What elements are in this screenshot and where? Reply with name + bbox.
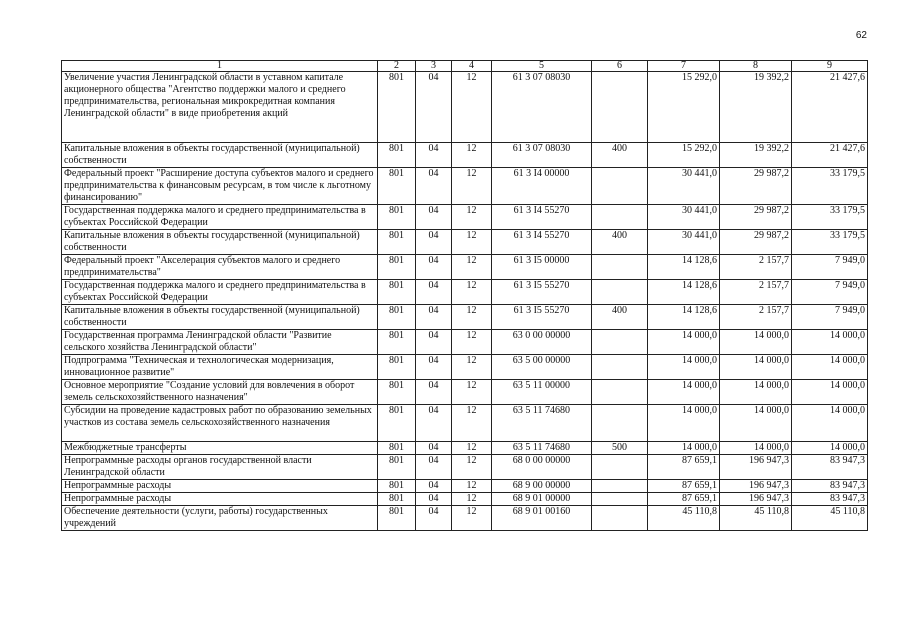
row-name: Федеральный проект "Акселерация субъектов малого и среднего предпринимательства"	[62, 255, 378, 280]
row-col5: 68 9 00 00000	[492, 480, 592, 493]
row-name: Федеральный проект "Расширение доступа субъектов малого и среднего предпринимательства к финансовым ресурсам, в том числе к льготному финансированию"	[62, 168, 378, 205]
row-col6	[592, 380, 648, 405]
row-col2: 801	[378, 506, 416, 531]
row-col5: 63 0 00 00000	[492, 330, 592, 355]
row-col8: 29 987,2	[720, 230, 792, 255]
column-header: 6	[592, 61, 648, 72]
row-col3: 04	[416, 330, 452, 355]
row-col5: 68 0 00 00000	[492, 455, 592, 480]
row-col7: 14 128,6	[648, 255, 720, 280]
row-col3: 04	[416, 405, 452, 442]
row-col4: 12	[452, 380, 492, 405]
column-header: 7	[648, 61, 720, 72]
row-col2: 801	[378, 280, 416, 305]
row-col9: 7 949,0	[792, 255, 868, 280]
row-col3: 04	[416, 143, 452, 168]
row-col3: 04	[416, 168, 452, 205]
row-col7: 14 000,0	[648, 442, 720, 455]
header-row	[62, 61, 868, 72]
row-col4: 12	[452, 280, 492, 305]
row-col4: 12	[452, 255, 492, 280]
row-col6	[592, 72, 648, 143]
row-col3: 04	[416, 442, 452, 455]
row-col6	[592, 280, 648, 305]
table-row	[62, 255, 868, 280]
column-header: 1	[62, 61, 378, 72]
row-col7: 87 659,1	[648, 493, 720, 506]
row-col8: 196 947,3	[720, 480, 792, 493]
row-col8: 196 947,3	[720, 493, 792, 506]
row-col8: 196 947,3	[720, 455, 792, 480]
row-col7: 14 000,0	[648, 355, 720, 380]
row-name: Государственная программа Ленинградской области "Развитие сельского хозяйства Ленинградской области"	[62, 330, 378, 355]
row-col7: 30 441,0	[648, 205, 720, 230]
row-col8: 19 392,2	[720, 72, 792, 143]
row-col5: 61 3 I5 55270	[492, 280, 592, 305]
row-col6	[592, 205, 648, 230]
row-col7: 30 441,0	[648, 230, 720, 255]
row-col5: 61 3 07 08030	[492, 72, 592, 143]
row-col6: 400	[592, 230, 648, 255]
row-col3: 04	[416, 355, 452, 380]
row-col3: 04	[416, 480, 452, 493]
row-col6	[592, 355, 648, 380]
row-col3: 04	[416, 255, 452, 280]
row-col2: 801	[378, 480, 416, 493]
row-col5: 63 5 11 74680	[492, 442, 592, 455]
row-col2: 801	[378, 355, 416, 380]
row-col6	[592, 493, 648, 506]
row-col3: 04	[416, 305, 452, 330]
table-row	[62, 442, 868, 455]
table-row	[62, 280, 868, 305]
row-col2: 801	[378, 230, 416, 255]
column-header: 9	[792, 61, 868, 72]
row-col8: 14 000,0	[720, 442, 792, 455]
column-header: 3	[416, 61, 452, 72]
row-col4: 12	[452, 205, 492, 230]
row-col7: 45 110,8	[648, 506, 720, 531]
row-name: Непрограммные расходы	[62, 480, 378, 493]
table-row	[62, 205, 868, 230]
row-name: Капитальные вложения в объекты государственной (муниципальной) собственности	[62, 305, 378, 330]
row-col5: 63 5 11 00000	[492, 380, 592, 405]
row-col3: 04	[416, 493, 452, 506]
row-col4: 12	[452, 480, 492, 493]
row-col9: 7 949,0	[792, 305, 868, 330]
table-row	[62, 405, 868, 442]
row-col2: 801	[378, 442, 416, 455]
column-header: 5	[492, 61, 592, 72]
row-col4: 12	[452, 230, 492, 255]
column-header: 8	[720, 61, 792, 72]
row-col2: 801	[378, 72, 416, 143]
table-row	[62, 455, 868, 480]
row-col2: 801	[378, 380, 416, 405]
row-col5: 61 3 I4 55270	[492, 205, 592, 230]
row-col7: 15 292,0	[648, 143, 720, 168]
row-name: Государственная поддержка малого и среднего предпринимательства в субъектах Российской Федерации	[62, 280, 378, 305]
table-row	[62, 305, 868, 330]
table-row	[62, 480, 868, 493]
table-row	[62, 506, 868, 531]
row-col5: 61 3 07 08030	[492, 143, 592, 168]
row-col4: 12	[452, 405, 492, 442]
table-row	[62, 168, 868, 205]
row-col4: 12	[452, 506, 492, 531]
row-col7: 87 659,1	[648, 480, 720, 493]
row-col6	[592, 405, 648, 442]
row-col8: 14 000,0	[720, 355, 792, 380]
row-col7: 87 659,1	[648, 455, 720, 480]
row-col6	[592, 255, 648, 280]
row-col7: 14 128,6	[648, 305, 720, 330]
row-col6	[592, 455, 648, 480]
row-col8: 2 157,7	[720, 305, 792, 330]
row-col2: 801	[378, 455, 416, 480]
row-col5: 61 3 I4 55270	[492, 230, 592, 255]
table-row	[62, 330, 868, 355]
row-col9: 33 179,5	[792, 205, 868, 230]
table-row	[62, 380, 868, 405]
row-col2: 801	[378, 405, 416, 442]
table-row	[62, 143, 868, 168]
row-col9: 45 110,8	[792, 506, 868, 531]
row-col8: 2 157,7	[720, 280, 792, 305]
row-col4: 12	[452, 493, 492, 506]
row-col9: 7 949,0	[792, 280, 868, 305]
row-col8: 14 000,0	[720, 330, 792, 355]
row-col8: 29 987,2	[720, 168, 792, 205]
row-col7: 14 128,6	[648, 280, 720, 305]
row-col3: 04	[416, 506, 452, 531]
row-col9: 83 947,3	[792, 493, 868, 506]
column-header: 4	[452, 61, 492, 72]
column-header: 2	[378, 61, 416, 72]
row-col6: 400	[592, 305, 648, 330]
row-col8: 14 000,0	[720, 380, 792, 405]
row-col8: 45 110,8	[720, 506, 792, 531]
budget-table	[61, 60, 868, 531]
row-col6	[592, 168, 648, 205]
row-name: Непрограммные расходы органов государственной власти Ленинградской области	[62, 455, 378, 480]
row-col6	[592, 330, 648, 355]
row-col3: 04	[416, 380, 452, 405]
row-col4: 12	[452, 355, 492, 380]
row-col9: 14 000,0	[792, 330, 868, 355]
row-col4: 12	[452, 168, 492, 205]
row-col9: 14 000,0	[792, 442, 868, 455]
row-col7: 14 000,0	[648, 380, 720, 405]
row-col6	[592, 480, 648, 493]
row-col7: 15 292,0	[648, 72, 720, 143]
row-col4: 12	[452, 305, 492, 330]
row-name: Обеспечение деятельности (услуги, работы) государственных учреждений	[62, 506, 378, 531]
row-col6: 400	[592, 143, 648, 168]
row-col5: 61 3 I5 00000	[492, 255, 592, 280]
row-col2: 801	[378, 255, 416, 280]
row-name: Капитальные вложения в объекты государственной (муниципальной) собственности	[62, 143, 378, 168]
row-col9: 83 947,3	[792, 455, 868, 480]
table-row	[62, 493, 868, 506]
row-col9: 33 179,5	[792, 230, 868, 255]
row-col9: 83 947,3	[792, 480, 868, 493]
row-col7: 14 000,0	[648, 330, 720, 355]
table-row	[62, 230, 868, 255]
row-col9: 21 427,6	[792, 143, 868, 168]
row-col8: 2 157,7	[720, 255, 792, 280]
row-col6: 500	[592, 442, 648, 455]
row-col3: 04	[416, 455, 452, 480]
row-name: Капитальные вложения в объекты государственной (муниципальной) собственности	[62, 230, 378, 255]
row-col4: 12	[452, 455, 492, 480]
row-col2: 801	[378, 493, 416, 506]
row-col2: 801	[378, 143, 416, 168]
row-col9: 33 179,5	[792, 168, 868, 205]
row-name: Межбюджетные трансферты	[62, 442, 378, 455]
table-row	[62, 72, 868, 143]
row-col4: 12	[452, 442, 492, 455]
row-col5: 61 3 I4 00000	[492, 168, 592, 205]
row-col8: 19 392,2	[720, 143, 792, 168]
row-name: Государственная поддержка малого и среднего предпринимательства в субъектах Российской Федерации	[62, 205, 378, 230]
row-name: Увеличение участия Ленинградской области в уставном капитале акционерного общества "Агентство поддержки малого и среднего предпринимательства, региональная микрокредитная компания Ленинградской области" в виде приобретения акций	[62, 72, 378, 143]
row-col9: 14 000,0	[792, 355, 868, 380]
row-col4: 12	[452, 330, 492, 355]
row-name: Непрограммные расходы	[62, 493, 378, 506]
row-col9: 21 427,6	[792, 72, 868, 143]
row-col2: 801	[378, 330, 416, 355]
row-col2: 801	[378, 205, 416, 230]
row-col7: 14 000,0	[648, 405, 720, 442]
page-number: 62	[855, 30, 867, 41]
row-col5: 61 3 I5 55270	[492, 305, 592, 330]
row-name: Субсидии на проведение кадастровых работ по образованию земельных участков из состава земель сельскохозяйственного назначения	[62, 405, 378, 442]
row-col9: 14 000,0	[792, 405, 868, 442]
row-col4: 12	[452, 143, 492, 168]
row-col3: 04	[416, 205, 452, 230]
table-row	[62, 355, 868, 380]
row-name: Основное мероприятие "Создание условий для вовлечения в оборот земель сельскохозяйственного назначения"	[62, 380, 378, 405]
row-col7: 30 441,0	[648, 168, 720, 205]
row-col5: 63 5 00 00000	[492, 355, 592, 380]
row-col5: 68 9 01 00000	[492, 493, 592, 506]
row-col3: 04	[416, 230, 452, 255]
row-col2: 801	[378, 305, 416, 330]
row-col8: 14 000,0	[720, 405, 792, 442]
row-col5: 68 9 01 00160	[492, 506, 592, 531]
row-name: Подпрограмма "Техническая и технологическая модернизация, инновационное развитие"	[62, 355, 378, 380]
row-col2: 801	[378, 168, 416, 205]
row-col6	[592, 506, 648, 531]
table-body	[62, 72, 868, 531]
row-col4: 12	[452, 72, 492, 143]
row-col9: 14 000,0	[792, 380, 868, 405]
row-col3: 04	[416, 72, 452, 143]
row-col3: 04	[416, 280, 452, 305]
row-col5: 63 5 11 74680	[492, 405, 592, 442]
row-col8: 29 987,2	[720, 205, 792, 230]
